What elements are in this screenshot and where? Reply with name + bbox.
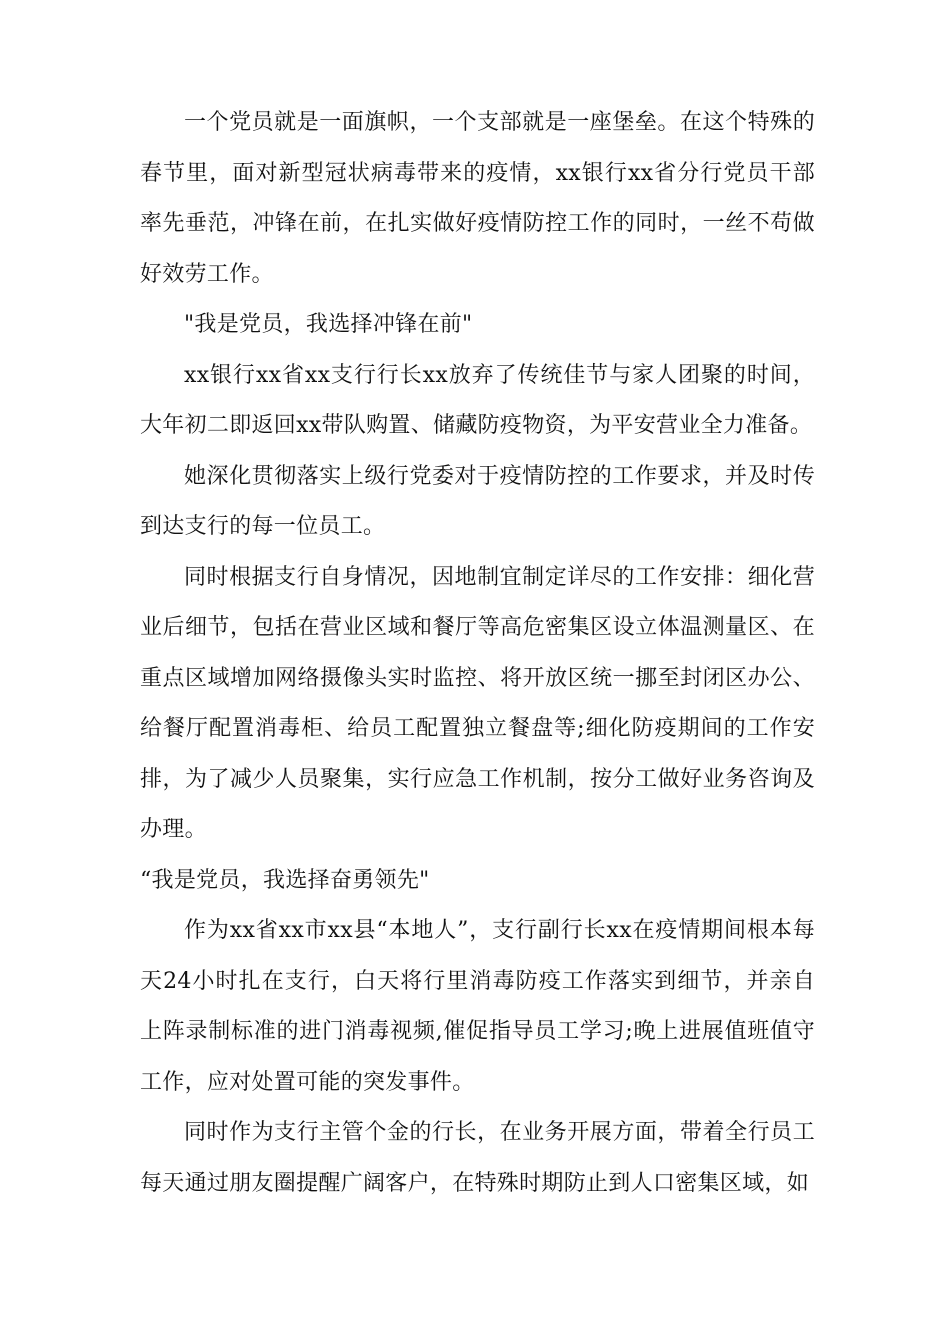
section-heading-take-lead: “我是党员，我选择奋勇领先" [140,867,430,893]
paragraph-personal-finance: 同时作为支行主管个金的行长，在业务开展方面，带着全行员工每天通过朋友圈提醒广阔客户，在特殊时期防止到人口密集区域，如 [140,1120,815,1196]
paragraph-deputy-head: 作为xx省xx市xx县“本地人”，支行副行长xx在疫情期间根本每天24小时扎在支行，白天将行里消毒防疫工作落实到细节，并亲自上阵录制标准的进门消毒视频,催促指导员工学习;晚上进展值班值守工作，应对处置可能的突发事件。 [140,918,815,1095]
paragraph-branch-head: xx银行xx省xx支行行长xx放弃了传统佳节与家人团聚的时间，大年初二即返回xx带队购置、储藏防疫物资，为平安营业全力准备。 [140,362,815,438]
section-heading-charge-forward: "我是党员，我选择冲锋在前" [184,312,473,337]
paragraph-implementation: 她深化贯彻落实上级行党委对于疫情防控的工作要求，并及时传到达支行的每一位员工。 [140,463,815,539]
paragraph-intro: 一个党员就是一面旗帜，一个支部就是一座堡垒。在这个特殊的春节里，面对新型冠状病毒带来的疫情，xx银行xx省分行党员干部率先垂范，冲锋在前，在扎实做好疫情防控工作的同时，一丝不苟做好效劳工作。 [140,110,815,287]
paragraph-work-arrangement: 同时根据支行自身情况，因地制宜制定详尽的工作安排：细化营业后细节，包括在营业区域和餐厅等高危密集区设立体温测量区、在重点区域增加网络摄像头实时监控、将开放区统一挪至封闭区办公、给餐厅配置消毒柜、给员工配置独立餐盘等;细化防疫期间的工作安排，为了减少人员聚集，实行应急工作机制，按分工做好业务咨询及办理。 [140,564,815,842]
document-page [140,98,815,1209]
